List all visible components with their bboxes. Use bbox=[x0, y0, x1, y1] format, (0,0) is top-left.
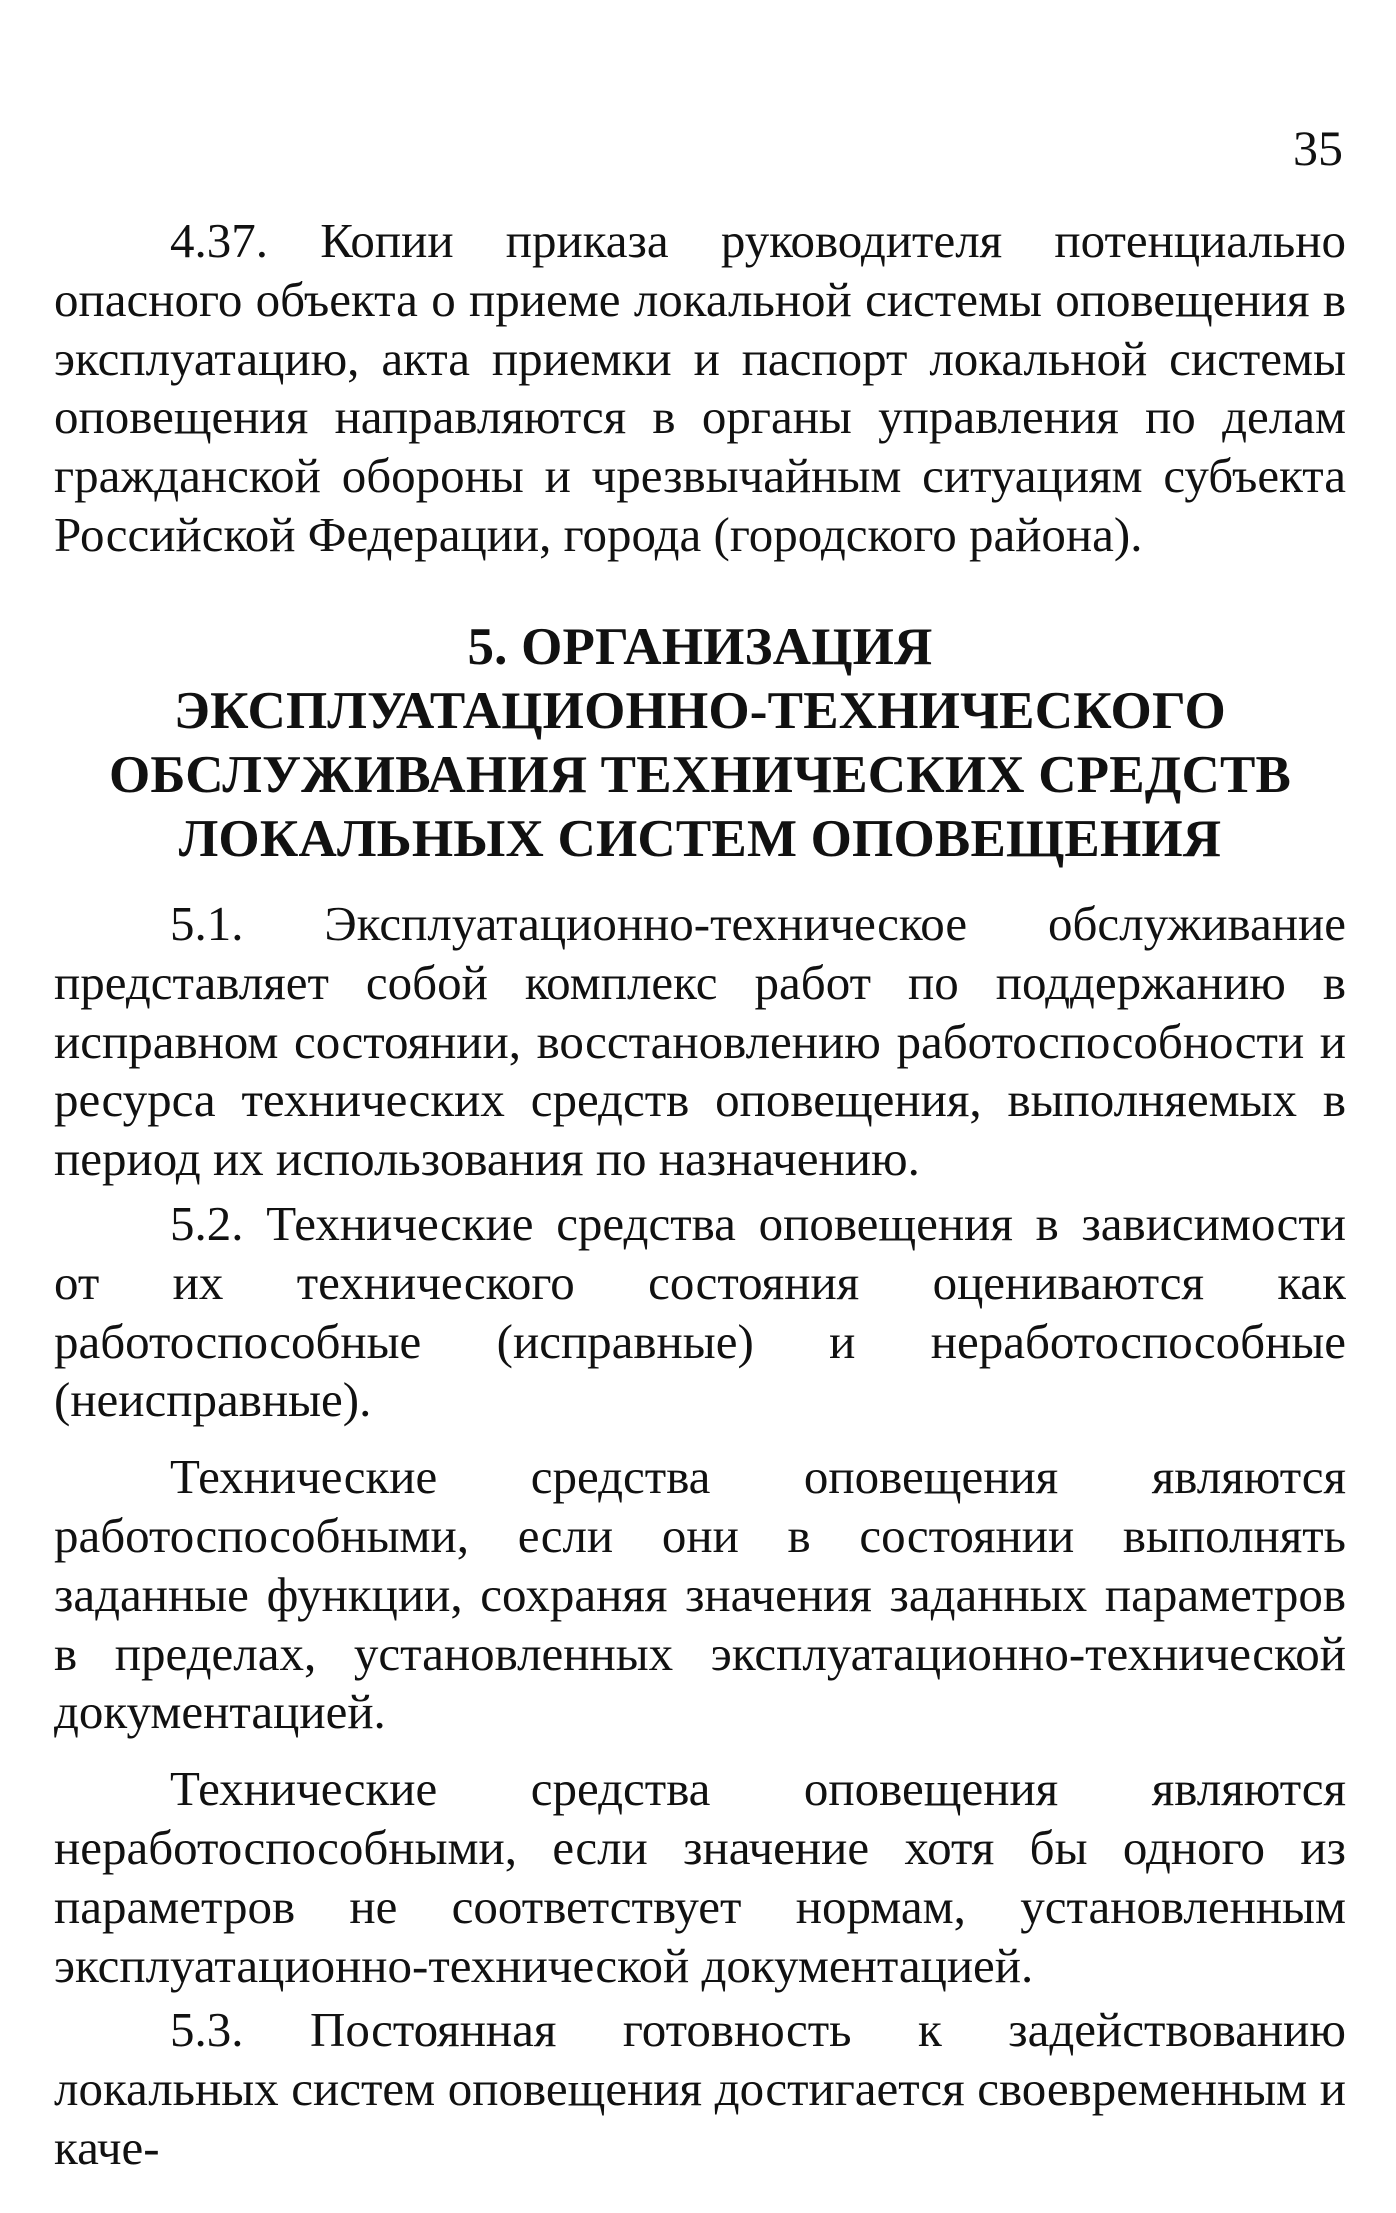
section-body bbox=[54, 895, 1346, 2178]
paragraph-5-3: 5.3. Постоянная готовность к задействованию локальных систем оповещения достигается своевременным и каче- bbox=[54, 2002, 1346, 2175]
paragraph-block-top bbox=[54, 212, 1346, 565]
paragraph-4-37: 4.37. Копии приказа руководителя потенциально опасного объекта о приеме локальной системы оповещения в эксплуатацию, акта приемки и паспорт локальной системы оповещения направляются в органы управления по делам гражданской обороны и чрезвычайным ситуациям субъекта Российской Федерации, города (городского района). bbox=[54, 213, 1346, 562]
section-heading bbox=[54, 615, 1346, 871]
paragraph-5-1: 5.1. Эксплуатационно-техническое обслуживание представляет собой комплекс работ по поддержанию в исправном состоянии, восстановлению работоспособности и ресурса технических средств оповещения, выполняемых в период их использования по назначению. bbox=[54, 896, 1346, 1187]
section-heading-line: ЛОКАЛЬНЫХ СИСТЕМ ОПОВЕЩЕНИЯ bbox=[178, 810, 1222, 868]
paragraph-5-2: 5.2. Технические средства оповещения в зависимости от их технического состояния оцениваются как работоспособные (исправные) и неработоспособные (неисправные). bbox=[54, 1195, 1346, 1428]
paragraph-operable: Технические средства оповещения являются работоспособными, если они в состоянии выполнять заданные функции, сохраняя значения заданных параметров в пределах, установленных эксплуатационно-технической документацией. bbox=[54, 1449, 1346, 1740]
section-heading-line: ЭКСПЛУАТАЦИОННО-ТЕХНИЧЕСКОГО bbox=[174, 682, 1226, 740]
paragraph-inoperable: Технические средства оповещения являются неработоспособными, если значение хотя бы одного из параметров не соответствует нормам, установленным эксплуатационно-технической документацией. bbox=[54, 1761, 1346, 1993]
page-number: 35 bbox=[1293, 120, 1343, 176]
section-heading-line: ОБСЛУЖИВАНИЯ ТЕХНИЧЕСКИХ СРЕДСТВ bbox=[108, 746, 1292, 804]
section-heading-line: 5. ОРГАНИЗАЦИЯ bbox=[467, 618, 933, 676]
